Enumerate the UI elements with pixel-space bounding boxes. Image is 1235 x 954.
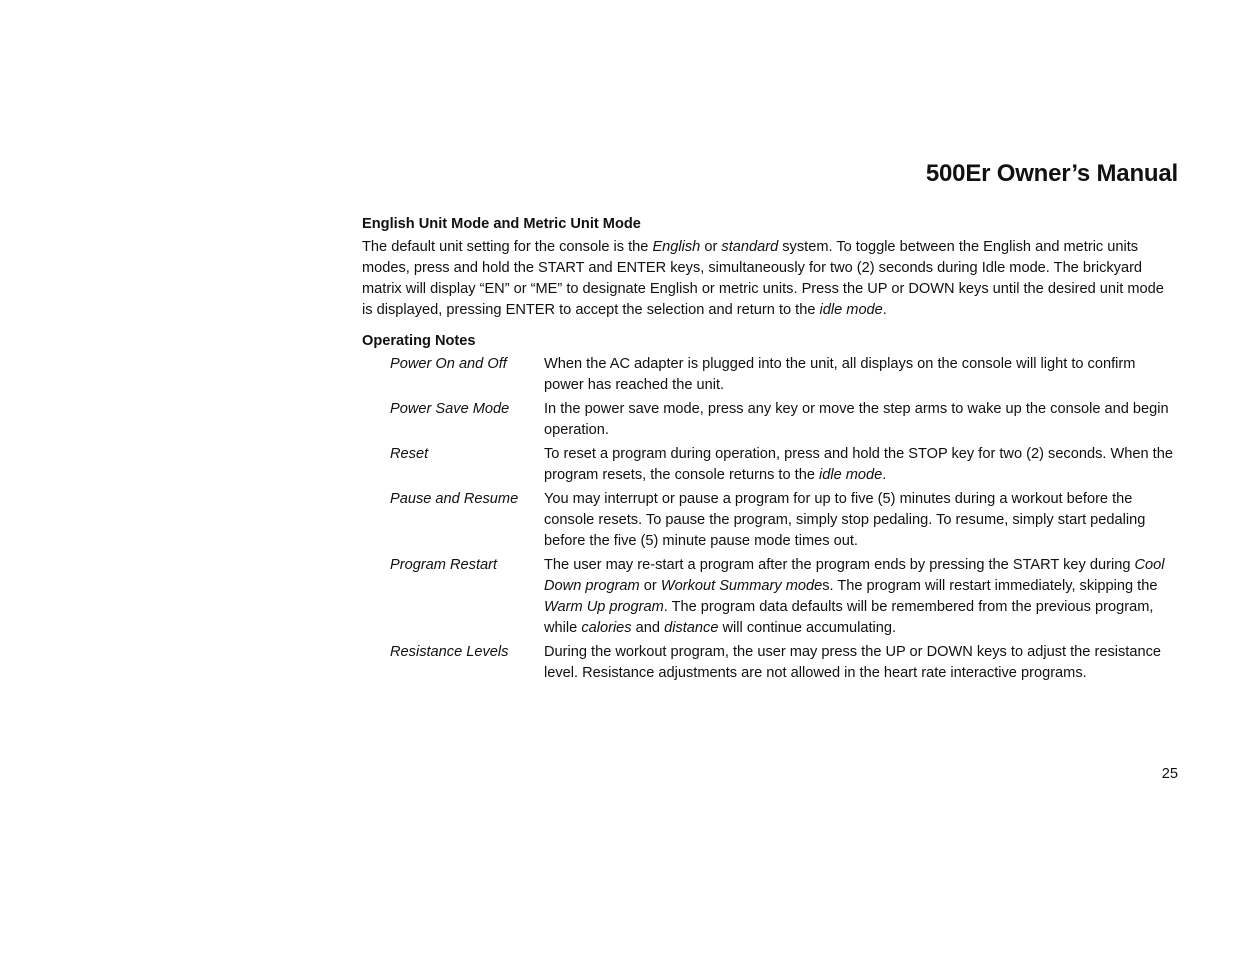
- note-reset: [362, 444, 1178, 486]
- text-run: or: [639, 578, 661, 594]
- unit-mode-paragraph: [362, 237, 1178, 321]
- text-run: and: [631, 620, 665, 636]
- emphasis-calories: calories: [581, 620, 632, 636]
- note-description: When the AC adapter is plugged into the unit, all displays on the console will light to confirm power has reached the unit.: [544, 356, 1136, 393]
- note-program-restart: [362, 555, 1178, 639]
- note-resistance-levels: [362, 642, 1178, 684]
- note-description: In the power save mode, press any key or move the step arms to wake up the console and begin operation.: [544, 401, 1169, 438]
- note-term: Reset: [390, 446, 429, 462]
- unit-mode-heading: English Unit Mode and Metric Unit Mode: [362, 216, 641, 232]
- text-run: or: [700, 239, 722, 255]
- emphasis-distance: distance: [664, 620, 719, 636]
- text-run: The default unit setting for the console is the: [362, 239, 653, 255]
- note-pause-resume: [362, 489, 1178, 552]
- note-power-save-mode: [362, 399, 1178, 441]
- emphasis-cool-down: Cool Down program: [544, 557, 1165, 594]
- text-run: system. To toggle between the English and metric units modes, press and hold the START and ENTER keys, simultaneously for two (2) seconds during Idle mode. The brickyard matrix will display “EN” or “ME” to designate English or metric units. Press the UP or DOWN keys until the desired unit mode is displayed, pressing ENTER to accept the selection and return to the: [362, 239, 1164, 318]
- text-run: s. The program will restart immediately, skipping the: [822, 578, 1158, 594]
- note-description: [544, 555, 1178, 639]
- note-term: Power Save Mode: [390, 401, 510, 417]
- note-description: During the workout program, the user may press the UP or DOWN keys to adjust the resistance level. Resistance adjustments are not allowed in the heart rate interactive programs.: [544, 644, 1161, 681]
- emphasis-english: English: [652, 239, 701, 255]
- manual-content: [362, 214, 1178, 687]
- page-title: 500Er Owner’s Manual: [925, 160, 1178, 187]
- text-run: The user may re-start a program after the program ends by pressing the START key during: [544, 557, 1135, 573]
- note-term: Program Restart: [390, 557, 498, 573]
- note-term: Resistance Levels: [390, 644, 509, 660]
- emphasis-workout-summary: Workout Summary mode: [660, 578, 823, 594]
- note-description: [544, 444, 1178, 486]
- note-description: You may interrupt or pause a program for up to five (5) minutes during a workout before the console resets. To pause the program, simply stop pedaling. To resume, simply start pedaling before the five (5) minute pause mode times out.: [544, 491, 1146, 549]
- text-run: will continue accumulating.: [718, 620, 897, 636]
- text-run: .: [882, 467, 887, 483]
- operating-notes-heading: Operating Notes: [362, 333, 476, 349]
- text-run: . The program data defaults will be remembered from the previous program, while: [544, 599, 1154, 636]
- emphasis-standard: standard: [721, 239, 779, 255]
- emphasis-idle-mode: idle mode: [819, 302, 883, 318]
- operating-notes-list: [362, 354, 1178, 684]
- emphasis-idle-mode: idle mode: [819, 467, 883, 483]
- note-term: Pause and Resume: [390, 491, 519, 507]
- note-power-on-off: [362, 354, 1178, 396]
- note-term: Power On and Off: [390, 356, 507, 372]
- text-run: .: [882, 302, 887, 318]
- text-run: To reset a program during operation, press and hold the STOP key for two (2) seconds. When the program resets, the console returns to the: [544, 446, 1173, 483]
- page-number: 25: [1161, 766, 1178, 782]
- emphasis-warm-up: Warm Up program: [544, 599, 664, 615]
